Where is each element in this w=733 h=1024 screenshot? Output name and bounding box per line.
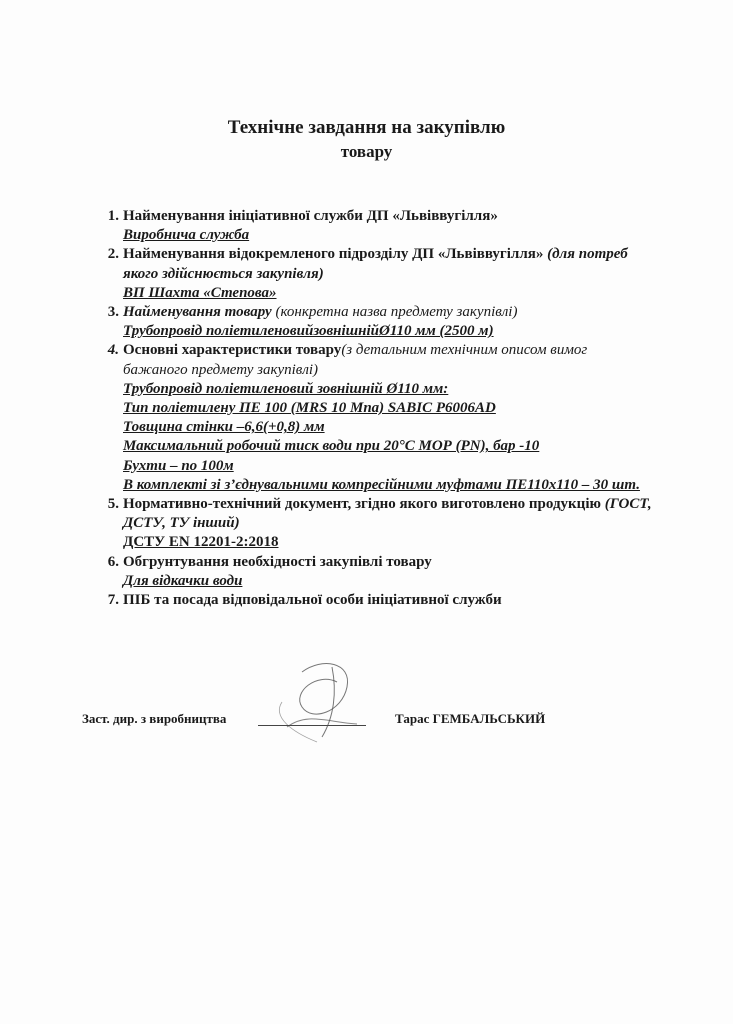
list-item-4 xyxy=(95,341,655,495)
item-label: Найменування відокремленого підрозділу ДП «Львіввугілля» xyxy=(123,246,544,263)
item-value: Трубопровід поліетиленовийзовнішнійØ110 мм (2500 м) xyxy=(123,323,494,340)
spec-line: В комплекті зі з’єднувальними компресійними муфтами ПЕ110х110 – 30 шт. xyxy=(123,476,640,493)
spec-line: Бухти – по 100м xyxy=(123,457,234,474)
item-value: ВП Шахта «Степова» xyxy=(123,284,277,301)
list-item-7 xyxy=(95,591,655,610)
signatory-position: Заст. дир. з виробництва xyxy=(82,711,227,726)
list-item-3 xyxy=(95,303,655,341)
item-number: 2. xyxy=(107,246,119,263)
item-note: (з детальним технічним описом вимог бажаного предмету закупівлі) xyxy=(123,342,588,378)
spec-line: Максимальний робочий тиск води при 20°С МОР (PN), бар -10 xyxy=(123,438,540,455)
list-item-5 xyxy=(95,495,655,553)
spec-line: Тип поліетилену ПЕ 100 (MRS 10 Мпа) SABIC P6006AD xyxy=(123,400,496,417)
item-label: Найменування товару xyxy=(123,304,272,321)
spec-line: Товщина стінки –6,6(+0,8) мм xyxy=(123,419,325,436)
document-title: Технічне завдання на закупівлю xyxy=(227,117,506,138)
spec-line: Трубопровід поліетиленовий зовнішній Ø110 мм: xyxy=(123,380,449,397)
requirements-list xyxy=(95,207,655,610)
item-note: (ГОСТ, ДСТУ, ТУ інший) xyxy=(123,496,652,532)
item-note: (конкретна назва предмету закупівлі) xyxy=(275,304,518,321)
item-value: Для відкачки води xyxy=(123,572,243,589)
item-number: 5. xyxy=(107,496,119,513)
item-note: (для потреб якого здійснюється закупівля) xyxy=(123,246,628,282)
item-value: ДСТУ EN 12201-2:2018 xyxy=(123,534,279,551)
item-label: Основні характеристики товару xyxy=(123,342,342,359)
item-number: 4. xyxy=(107,342,119,359)
item-label: Найменування ініціативної служби ДП «Львіввугілля» xyxy=(123,208,498,224)
item-number: 3. xyxy=(107,304,119,321)
signature-line xyxy=(258,725,366,726)
document-subtitle: товару xyxy=(340,142,393,161)
item-label: ПІБ та посада відповідальної особи ініціативної служби xyxy=(123,592,502,609)
item-label: Обгрунтування необхідності закупівлі товару xyxy=(123,553,432,570)
signatory-name: Тарас ГЕМБАЛЬСЬКИЙ xyxy=(395,711,546,726)
list-item-1 xyxy=(95,207,655,245)
handwritten-signature xyxy=(262,652,372,747)
item-number: 6. xyxy=(107,553,119,570)
item-label: Нормативно-технічний документ, згідно якого виготовлено продукцію xyxy=(123,496,601,513)
item-number: 1. xyxy=(107,208,119,224)
item-number: 7. xyxy=(107,592,119,609)
list-item-6 xyxy=(95,553,655,591)
list-item-2 xyxy=(95,245,655,303)
item-value: Виробнича служба xyxy=(123,227,250,244)
